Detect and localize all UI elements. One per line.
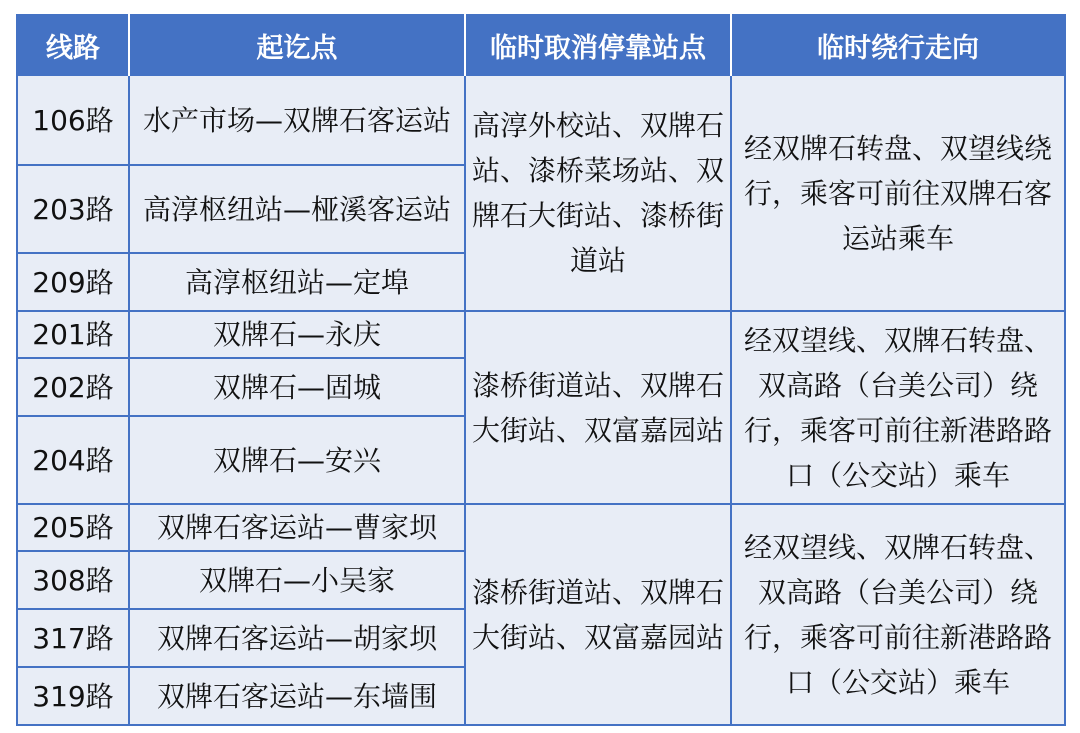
endpoints-cell: 双牌石客运站—曹家坝: [129, 504, 465, 551]
cancelled-stops-cell: 高淳外校站、双牌石站、漆桥菜场站、双牌石大街站、漆桥街道站: [465, 75, 731, 311]
table-row: [17, 504, 1065, 551]
endpoints-cell: 双牌石客运站—东墙围: [129, 667, 465, 725]
cancelled-stops-cell: 漆桥街道站、双牌石大街站、双富嘉园站: [465, 504, 731, 725]
route-cell: 209路: [17, 253, 129, 311]
detour-cell: 经双望线、双牌石转盘、双高路（台美公司）绕行，乘客可前往新港路路口（公交站）乘车: [731, 311, 1065, 504]
route-cell: 202路: [17, 358, 129, 416]
table-row: [17, 75, 1065, 165]
endpoints-cell: 双牌石—固城: [129, 358, 465, 416]
endpoints-cell: 水产市场—双牌石客运站: [129, 75, 465, 165]
route-cell: 204路: [17, 416, 129, 504]
header-detour: 临时绕行走向: [731, 15, 1065, 75]
cancelled-stops-cell: 漆桥街道站、双牌石大街站、双富嘉园站: [465, 311, 731, 504]
route-cell: 319路: [17, 667, 129, 725]
endpoints-cell: 双牌石—安兴: [129, 416, 465, 504]
table-row: [17, 311, 1065, 358]
endpoints-cell: 双牌石—小吴家: [129, 551, 465, 609]
detour-cell: 经双牌石转盘、双望线绕行，乘客可前往双牌石客运站乘车: [731, 75, 1065, 311]
endpoints-cell: 高淳枢纽站—桠溪客运站: [129, 165, 465, 253]
header-row: [17, 15, 1065, 75]
endpoints-cell: 双牌石客运站—胡家坝: [129, 609, 465, 667]
route-cell: 203路: [17, 165, 129, 253]
route-cell: 106路: [17, 75, 129, 165]
endpoints-cell: 高淳枢纽站—定埠: [129, 253, 465, 311]
route-detour-table: [16, 14, 1066, 726]
route-cell: 205路: [17, 504, 129, 551]
detour-cell: 经双望线、双牌石转盘、双高路（台美公司）绕行，乘客可前往新港路路口（公交站）乘车: [731, 504, 1065, 725]
header-endpoints: 起讫点: [129, 15, 465, 75]
header-cancelled-stops: 临时取消停靠站点: [465, 15, 731, 75]
endpoints-cell: 双牌石—永庆: [129, 311, 465, 358]
route-cell: 317路: [17, 609, 129, 667]
route-cell: 201路: [17, 311, 129, 358]
route-detour-table-container: [16, 14, 1064, 718]
header-route: 线路: [17, 15, 129, 75]
route-cell: 308路: [17, 551, 129, 609]
